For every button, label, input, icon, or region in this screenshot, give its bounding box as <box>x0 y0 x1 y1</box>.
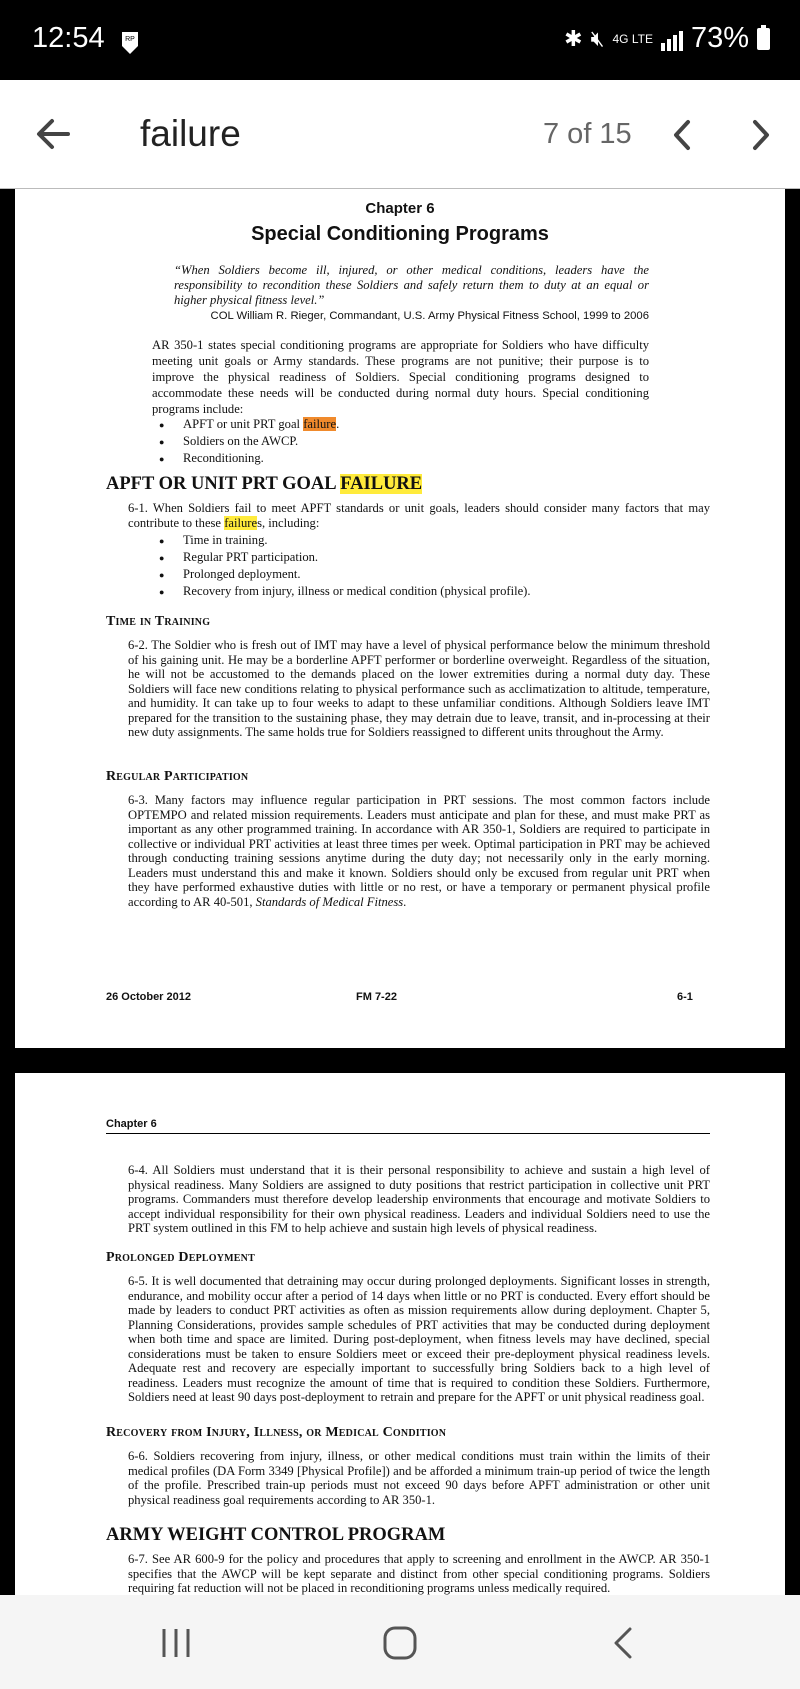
system-navigation-bar <box>0 1595 800 1689</box>
section-heading: ARMY WEIGHT CONTROL PROGRAM <box>106 1525 446 1545</box>
back-icon[interactable] <box>606 1625 642 1661</box>
paragraph-6-1: 6-1. When Soldiers fail to meet APFT standards or unit goals, leaders should consider many factors that may contribute to these failures, including: <box>128 501 710 530</box>
bluetooth-icon: ✱ <box>564 25 583 51</box>
section-heading: APFT OR UNIT PRT GOAL FAILURE <box>106 474 423 494</box>
intro-paragraph: AR 350-1 states special conditioning programs are appropriate for Soldiers who have difficulty meeting unit goals or Army standards. These programs are not punitive; their purpose is to improve the physical readiness of Soldiers. Special conditioning programs designed to accommodate these needs will be conducted during normal duty hours. Special conditioning programs include: <box>152 338 649 416</box>
match-counter: 7 of 15 <box>543 118 632 150</box>
search-match: failure <box>224 516 258 530</box>
epigraph-quote: “When Soldiers become ill, injured, or other medical conditions, leaders have the responsibility to recondition these Soldiers and safely return them to duty at an equal or higher physical fitness level.” <box>174 263 649 307</box>
paragraph-6-2: 6-2. The Soldier who is fresh out of IMT may have a level of physical performance below the minimum threshold of his gaining unit. He may be a borderline APFT performer or borderline overweight. Regardless of the situation, he will not be accustomed to the demands placed on the lower extremities during a normal duty day. These Soldiers will face new conditions relating to physical performance such as acclimatization to altitude, temperature, and humidity. It can take up to four weeks to adapt to these unfamiliar conditions. Although Soldiers leave IMT prepared for the transition to the sustaining phase, they may detrain due to leave, transit, and in-processing at their new duty assignments. The same holds true for Soldiers reassigned to different units throughout the Army. <box>128 638 710 739</box>
document-viewer[interactable] <box>0 189 800 1595</box>
chapter-title: Special Conditioning Programs <box>251 223 549 245</box>
subsection-heading: Prolonged Deployment <box>106 1250 255 1265</box>
list-item: ● Recovery from injury, illness or medical condition (physical profile). <box>183 584 531 598</box>
search-match: FAILURE <box>340 474 423 494</box>
status-bar <box>0 0 800 80</box>
previous-match-chevron-icon[interactable] <box>668 118 698 152</box>
svg-text:RP: RP <box>125 36 135 43</box>
status-icons <box>564 22 770 55</box>
recent-apps-icon[interactable] <box>158 1625 194 1661</box>
footer-date: 26 October 2012 <box>106 991 191 1003</box>
battery-icon <box>757 28 770 50</box>
subsection-heading: Recovery from Injury, Illness, or Medical Condition <box>106 1425 447 1440</box>
paragraph-6-4: 6-4. All Soldiers must understand that it is their personal responsibility to achieve and sustain a high level of physical readiness. Many Soldiers are assigned to duty positions that restrict participation in collective unit PRT programs. Commanders must therefore develop leadership environments that encourage and motivate Soldiers to accept individual responsibility for their own physical readiness. Leaders and individual Soldiers need to use the PRT system outlined in this FM to help achieve and sustain high levels of physical readiness. <box>128 1163 710 1235</box>
list-item: ● Reconditioning. <box>183 451 264 465</box>
header-rule <box>106 1133 710 1134</box>
subsection-heading: Time in Training <box>106 614 211 629</box>
list-item: ● Soldiers on the AWCP. <box>183 434 298 448</box>
running-header: Chapter 6 <box>106 1118 157 1130</box>
epigraph-attribution: COL William R. Rieger, Commandant, U.S. Army Physical Fitness School, 1999 to 2006 <box>210 310 649 322</box>
back-arrow-icon[interactable] <box>34 114 74 154</box>
list-item: ● APFT or unit PRT goal failure. <box>183 417 339 431</box>
paragraph-6-3: 6-3. Many factors may influence regular participation in PRT sessions. The most common factors include OPTEMPO and related mission requirements. Leaders must anticipate and plan for these, and must make PRT as important as any other programmed training. In accordance with AR 350-1, Soldiers are required to participate in collective or individual PRT activities at least three times per week. Optimal participation in PRT may be achieved through conducting training sessions anytime during the duty day; not necessarily only in the early morning. Leaders must understand this and make it known. Soldiers should only be excused from regular unit PRT when they have performed exhaustive duties with little or no rest, or have a temporary or permanent physical profile according to AR 40-501, Standards of Medical Fitness. <box>128 793 710 909</box>
list-item: ● Time in training. <box>183 533 268 547</box>
mute-icon: 🔇︎ <box>590 25 605 51</box>
location-icon <box>120 30 140 56</box>
home-icon[interactable] <box>382 1625 418 1661</box>
battery-percent: 73% <box>690 22 749 54</box>
next-match-chevron-icon[interactable] <box>745 118 775 152</box>
paragraph-6-6: 6-6. Soldiers recovering from injury, illness, or other medical conditions must train within the limits of their medical profiles (DA Form 3349 [Physical Profile]) and be afforded a minimum train-up period of twice the length of the profile. Prescribed train-up periods must not exceed 90 days before APFT administration or other unit physical readiness goal requirements according to AR 350-1. <box>128 1449 710 1507</box>
clock: 12:54 <box>32 22 105 54</box>
chapter-label: Chapter 6 <box>365 200 435 217</box>
find-in-document-bar <box>0 80 800 189</box>
footer-page-number: 6-1 <box>677 991 693 1003</box>
document-page-1 <box>15 189 785 1048</box>
list-item: ● Prolonged deployment. <box>183 567 301 581</box>
paragraph-6-5: 6-5. It is well documented that detraining may occur during prolonged deployments. Significant losses in strength, endurance, and mobility occur after a period of 14 days when little or no PRT is conducted. Every effort should be made by leaders to conduct PRT activities as often as mission requirements allow during deployment. Chapter 5, Planning Considerations, provides sample schedules of PRT activities that may be conducted during deployment when both time and space are limited. During post-deployment, when fitness levels may have declined, special considerations must be taken to ensure Soldiers meet or exceed their pre-deployment physical readiness levels. Adequate rest and recovery are especially important to successfully bring Soldiers back to a high level of readiness. Leaders must recognize the amount of time that is required to condition these Soldiers. Furthermore, Soldiers need at least 90 days post-deployment to retrain and prepare for the APFT or unit physical readiness goal. <box>128 1274 710 1404</box>
list-item: ● Regular PRT participation. <box>183 550 318 564</box>
footer-manual: FM 7-22 <box>356 991 397 1003</box>
subsection-heading: Regular Participation <box>106 769 249 784</box>
document-page-2 <box>15 1073 785 1595</box>
current-search-match: failure <box>303 417 337 431</box>
search-query-input[interactable]: failure <box>140 113 241 154</box>
network-type: 4G LTE <box>612 31 653 46</box>
paragraph-6-7: 6-7. See AR 600-9 for the policy and procedures that apply to screening and enrollment in the AWCP. AR 350-1 specifies that the AWCP will be kept separate and distinct from other special conditioning programs. Soldiers requiring fat reduction will not be placed in reconditioning programs unless medically required. <box>128 1552 710 1595</box>
signal-icon <box>661 27 683 51</box>
